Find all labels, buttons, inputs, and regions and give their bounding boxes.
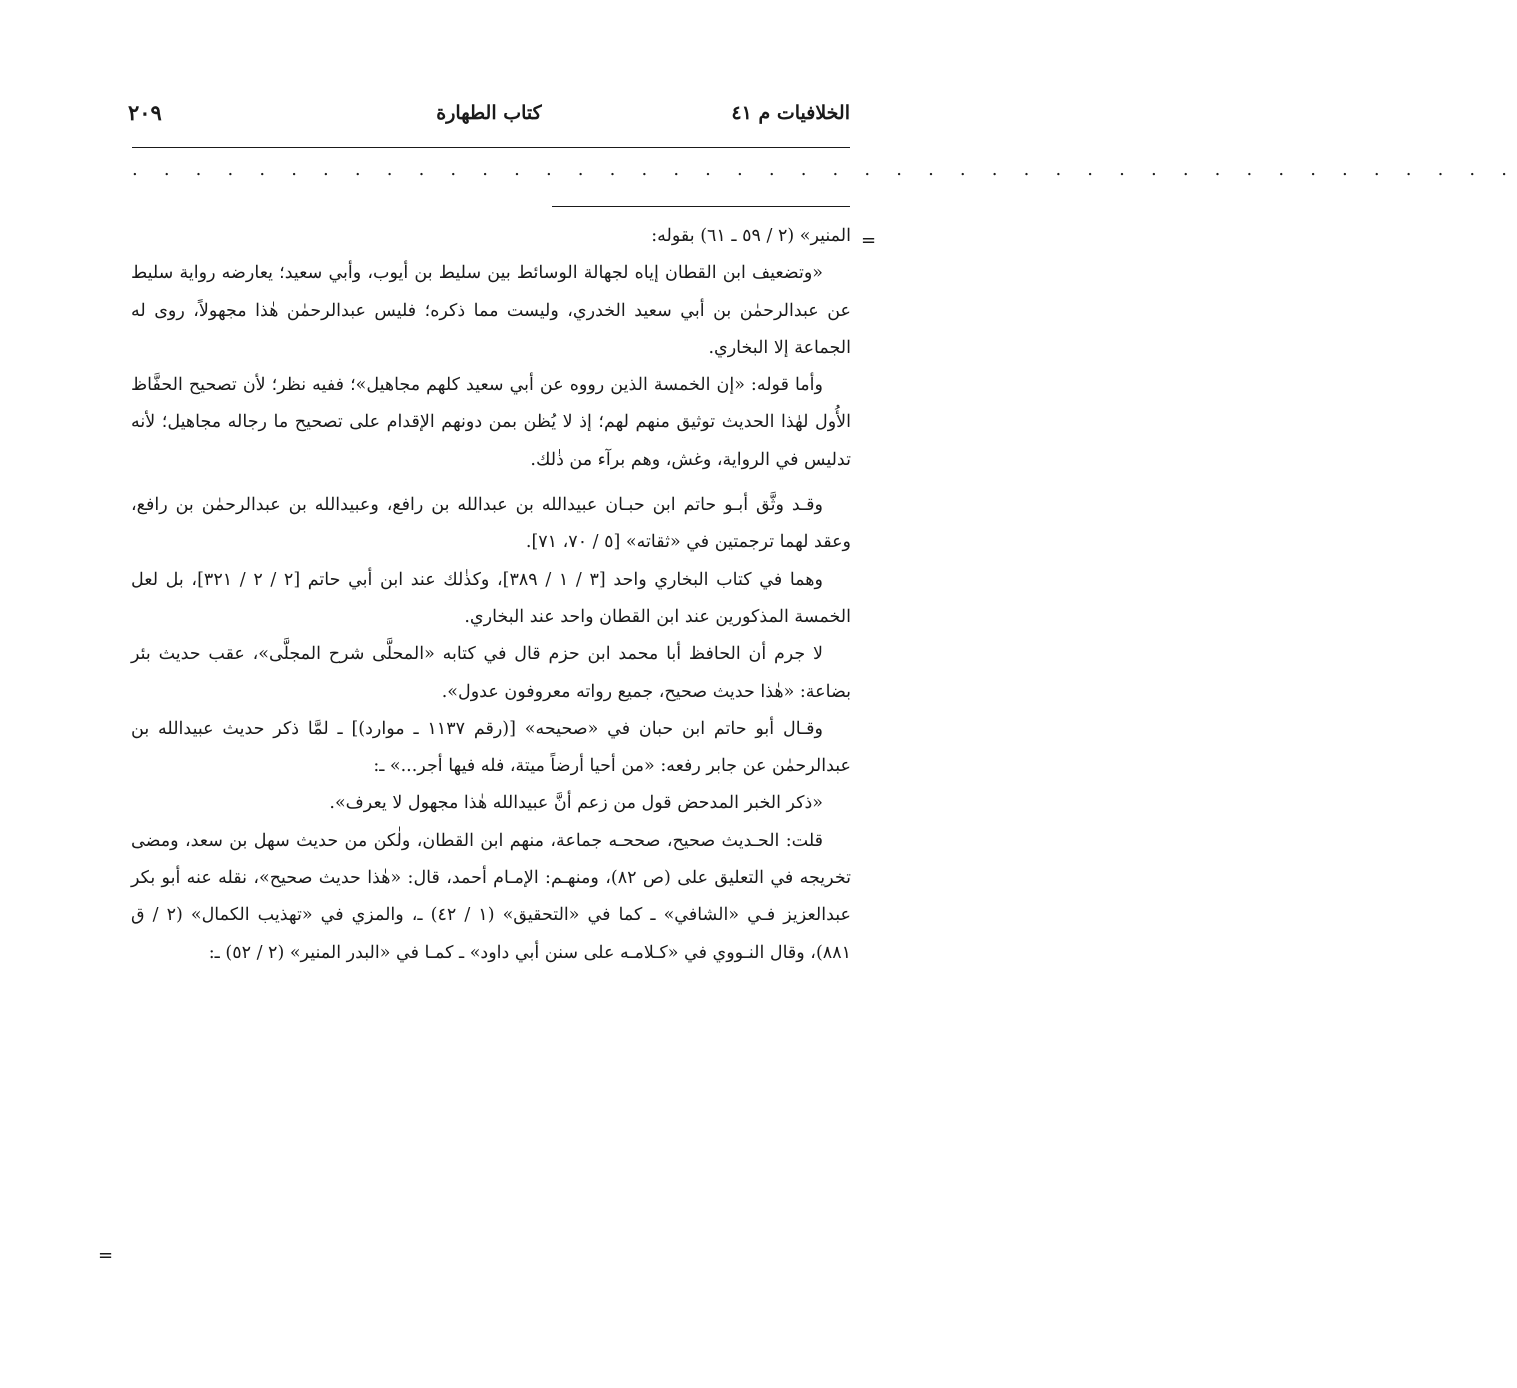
paragraph: «ذكر الخبر المدحض قول من زعم أنَّ عبيدالله هٰذا مجهول لا يعرف». [329,793,823,814]
chapter-reference: الخلافيات م ٤١ [731,102,850,124]
header-rule [132,147,850,148]
continuation-mark-top: = [861,230,877,251]
dotted-separator: . . . . . . . . . . . . . . . . . . . . . . . . . . . . . . . . . . . . . . . . . . . . [132,159,1517,180]
paragraph: وقـد وثَّق أبـو حاتم ابن حبـان عبيدالله بن عبدالله بن رافع، وعبيدالله بن عبدالرحمٰن بن رافع، وعقد لهما ترجمتين في «ثقاته» [٥ / ٧٠، ٧١]. [131,495,851,553]
paragraph: قلت: الحـديث صحيح، صححـه جماعة، منهم ابن القطان، ولٰكن من حديث سهل بن سعد، ومضى تخريجه في التعليق على (ص ٨٢)، ومنهـم: الإمـام أحمد، قال: «هٰذا حديث صحيح»، نقله عنه أبو بكر عبدالعزيز فـي «الشافي» ـ كما في «التحقيق» (١ / ٤٢) ـ، والمزي في «تهذيب الكمال» (٢ / ق ٨٨١)، وقال النـووي في «كـلامـه على سنن أبي داود» ـ كمـا في «البدر المنير» (٢ / ٥٢) ـ: [131,830,851,963]
section-title: كتاب الطهارة [436,102,542,124]
footnote-rule [552,206,850,207]
paragraph: لا جرم أن الحافظ أبا محمد ابن حزم قال في كتابه «المحلَّى شرح المجلَّى»، عقب حديث بئر بضاعة: «هٰذا حديث صحيح، جميع رواته معروفون عدول». [131,644,851,702]
continuation-mark-bottom: = [98,1245,114,1266]
paragraph: وأما قوله: «إن الخمسة الذين رووه عن أبي سعيد كلهم مجاهيل»؛ ففيه نظر؛ لأن تصحيح الحفَّاظ الأُول لهٰذا الحديث توثيق منهم لهم؛ إذ لا يُظن بمن دونهم الإقدام على تصحيح ما رجاله مجاهيل؛ لأنه تدليس في الرواية، وغش، وهم برآء من ذٰلك. [131,375,851,470]
paragraph: وقـال أبو حاتم ابن حبان في «صحيحه» [(رقم ١١٣٧ ـ موارد)] ـ لمَّا ذكر حديث عبيدالله بن عبدالرحمٰن عن جابر رفعه: «من أحيا أرضاً ميتة، فله فيها أجر...» ـ: [131,718,851,777]
running-header [128,96,850,130]
paragraph: «وتضعيف ابن القطان إياه لجهالة الوسائط بين سليط بن أيوب، وأبي سعيد؛ يعارضه رواية سليط عن عبدالرحمٰن بن أبي سعيد الخدري، وليست مما ذكره؛ فليس عبدالرحمٰن هٰذا مجهولاً، روى له الجماعة إلا البخاري. [131,263,851,358]
page-number: ٢٠٩ [128,100,162,125]
paragraph: وهما في كتاب البخاري واحد [٣ / ١ / ٣٨٩]، وكذٰلك عند ابن أبي حاتم [٢ / ٢ / ٣٢١]، بل لعل الخمسة المذكورين عند ابن القطان واحد عند البخاري. [131,569,851,627]
footnote-body [131,218,851,972]
paragraph: المنير» (٢ / ٥٩ ـ ٦١) بقوله: [651,226,851,246]
